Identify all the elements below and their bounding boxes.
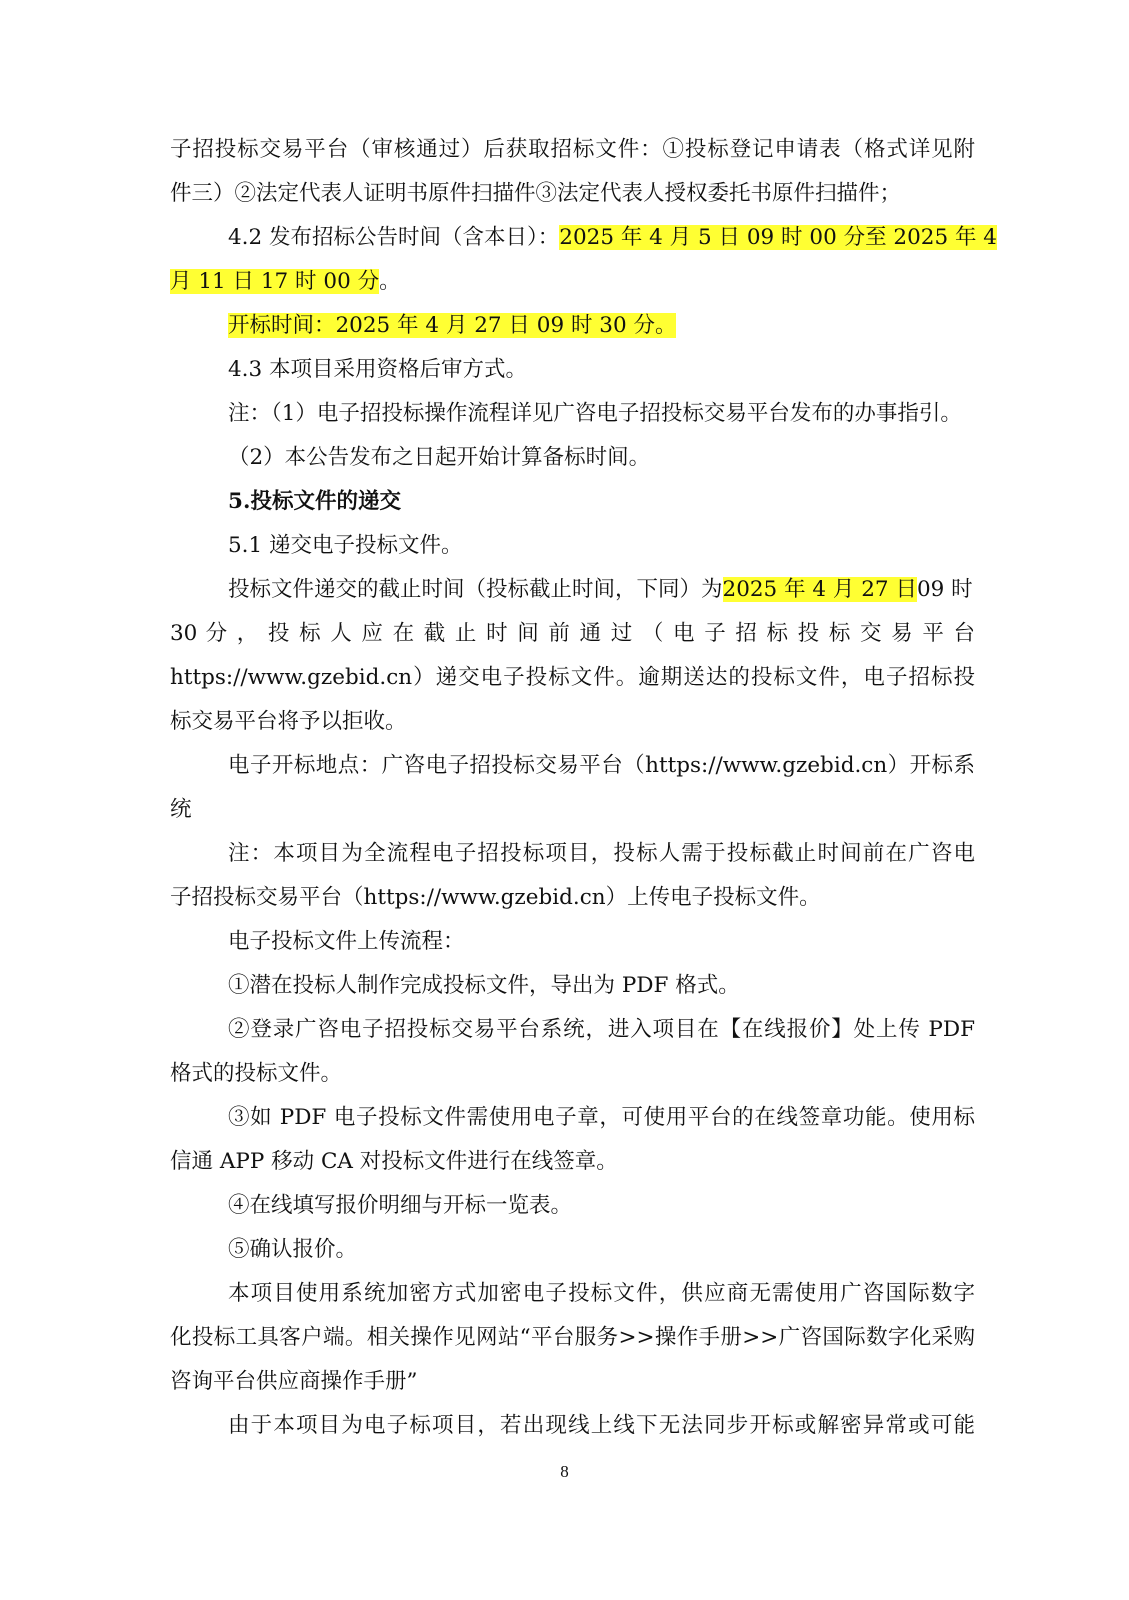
text-line: 由于本项目为电子标项目，若出现线上线下无法同步开标或解密异常或可能	[228, 1413, 975, 1438]
text-line: 统	[170, 797, 192, 822]
text-line: 标交易平台将予以拒收。	[170, 709, 407, 734]
text-line: 格式的投标文件。	[170, 1061, 343, 1086]
text-line	[228, 304, 975, 348]
text-line: 咨询平台供应商操作手册”	[170, 1369, 418, 1394]
text-line: 注：（1）电子招投标操作流程详见广咨电子招投标交易平台发布的办事指引。	[228, 401, 962, 426]
text-line: ⑤确认报价。	[228, 1237, 358, 1262]
text-line: 电子开标地点：广咨电子招投标交易平台（https://www.gzebid.cn）开标系	[228, 753, 975, 778]
text-line: 子招投标交易平台（审核通过）后获取招标文件：①投标登记申请表（格式详见附	[170, 137, 975, 162]
highlight-span: 2025 年 4 月 5 日 09 时 00 分至 2025 年 4	[559, 225, 997, 250]
highlight-span: 开标时间：2025 年 4 月 27 日 09 时 30 分。	[228, 313, 677, 338]
text-line: 4.3 本项目采用资格后审方式。	[228, 357, 528, 382]
page-number: 8	[560, 1462, 569, 1481]
text-line: 子招投标交易平台（https://www.gzebid.cn）上传电子投标文件。	[170, 885, 821, 910]
highlight-span: 2025 年 4 月 27 日	[722, 577, 917, 602]
text-line	[228, 568, 975, 612]
text-line: 5.1 递交电子投标文件。	[228, 533, 463, 558]
text-span: 4.2 发布招标公告时间（含本日）：	[228, 225, 560, 250]
text-line: ③如 PDF 电子投标文件需使用电子章，可使用平台的在线签章功能。使用标	[228, 1105, 975, 1130]
text-line: https://www.gzebid.cn）递交电子投标文件。逾期送达的投标文件，电子招标投	[170, 665, 975, 690]
text-span: 投标文件递交的截止时间（投标截止时间，下同）为	[228, 577, 723, 602]
text-line: 电子投标文件上传流程：	[228, 929, 465, 954]
text-line: 30 分 ， 投 标 人 应 在 截 止 时 间 前 通 过 （ 电 子 招 标 投 标 交 易 平 台	[170, 621, 975, 646]
text-line: ④在线填写报价明细与开标一览表。	[228, 1193, 573, 1218]
text-line: （2）本公告发布之日起开始计算备标时间。	[228, 445, 651, 470]
section-heading: 5.投标文件的递交	[228, 489, 401, 514]
text-span: 09 时	[916, 577, 973, 602]
text-line: 件三）②法定代表人证明书原件扫描件③法定代表人授权委托书原件扫描件；	[170, 181, 902, 206]
text-span: 。	[379, 269, 401, 294]
text-line	[228, 216, 997, 260]
text-line: ①潜在投标人制作完成投标文件，导出为 PDF 格式。	[228, 973, 740, 998]
text-line: 信通 APP 移动 CA 对投标文件进行在线签章。	[170, 1149, 618, 1174]
text-line: 本项目使用系统加密方式加密电子投标文件，供应商无需使用广咨国际数字	[228, 1281, 975, 1306]
highlight-span: 月 11 日 17 时 00 分	[170, 269, 380, 294]
text-line: 注：本项目为全流程电子招投标项目，投标人需于投标截止时间前在广咨电	[228, 841, 975, 866]
text-line: 化投标工具客户端。相关操作见网站“平台服务>>操作手册>>广咨国际数字化采购	[170, 1325, 975, 1350]
text-line	[170, 260, 975, 304]
text-line: ②登录广咨电子招投标交易平台系统，进入项目在【在线报价】处上传 PDF	[228, 1017, 975, 1042]
